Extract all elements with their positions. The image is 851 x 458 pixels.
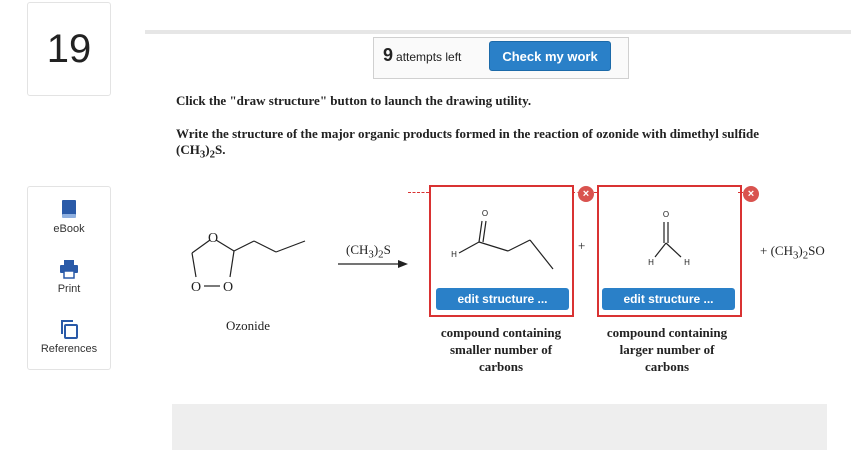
- ozonide-atom-o: O: [207, 231, 219, 246]
- dashed-line: [408, 192, 429, 193]
- ozonide-structure: [180, 225, 315, 295]
- attempts-text: attempts left: [396, 50, 462, 64]
- copy-icon: [59, 319, 79, 339]
- attempts-count: 9: [383, 45, 394, 65]
- book-icon: [60, 199, 78, 219]
- product-1-caption: compound containing smaller number of carbons: [440, 325, 562, 374]
- footer-bar: [172, 404, 827, 450]
- product-2-atom-o: O: [662, 210, 670, 219]
- sidebar-item-ebook[interactable]: [28, 199, 110, 235]
- product-1-atom-h: H: [451, 250, 457, 259]
- question-text: Write the structure of the major organic products formed in the reaction of ozonide with dimethyl sulfide: [176, 126, 760, 141]
- printer-icon: [59, 259, 79, 279]
- product-1-atom-o: O: [481, 209, 489, 218]
- attempts-left: [383, 45, 461, 66]
- product-2-atom-h: H: [648, 258, 654, 267]
- reaction-arrow: [338, 258, 410, 270]
- sidebar-item-label: eBook: [53, 223, 85, 235]
- sidebar-item-label: References: [40, 343, 98, 355]
- plus-sign: +: [578, 238, 586, 253]
- byproduct-label: + $(CH_3)_2SO$: [760, 243, 825, 262]
- question-formula: $(CH_3)_2S$.: [176, 142, 226, 161]
- product-1-structure: [440, 205, 570, 280]
- product-2-caption: compound containing larger number of carbons: [606, 325, 728, 374]
- sidebar-item-label: Print: [57, 283, 81, 295]
- product-2-structure: [608, 205, 728, 280]
- edit-structure-button-1[interactable]: edit structure ...: [436, 288, 569, 310]
- close-icon[interactable]: ×: [743, 186, 759, 202]
- instruction-draw: Click the "draw structure" button to launch the drawing utility.: [176, 93, 532, 108]
- edit-structure-button-2[interactable]: edit structure ...: [602, 288, 735, 310]
- sidebar-item-references[interactable]: [28, 319, 110, 355]
- check-my-work-button[interactable]: Check my work: [489, 41, 611, 71]
- top-divider: [145, 30, 851, 34]
- question-number: 19: [27, 2, 111, 96]
- ozonide-atom-o: O: [190, 280, 202, 295]
- sidebar-item-print[interactable]: [28, 259, 110, 295]
- product-2-atom-h: H: [684, 258, 690, 267]
- ozonide-label: Ozonide: [226, 318, 271, 333]
- sidebar: [27, 186, 111, 370]
- ozonide-atom-o: O: [222, 280, 234, 295]
- close-icon[interactable]: ×: [578, 186, 594, 202]
- instruction-question: [176, 126, 836, 161]
- reagent-label: $(CH_3)_2S$: [346, 242, 391, 261]
